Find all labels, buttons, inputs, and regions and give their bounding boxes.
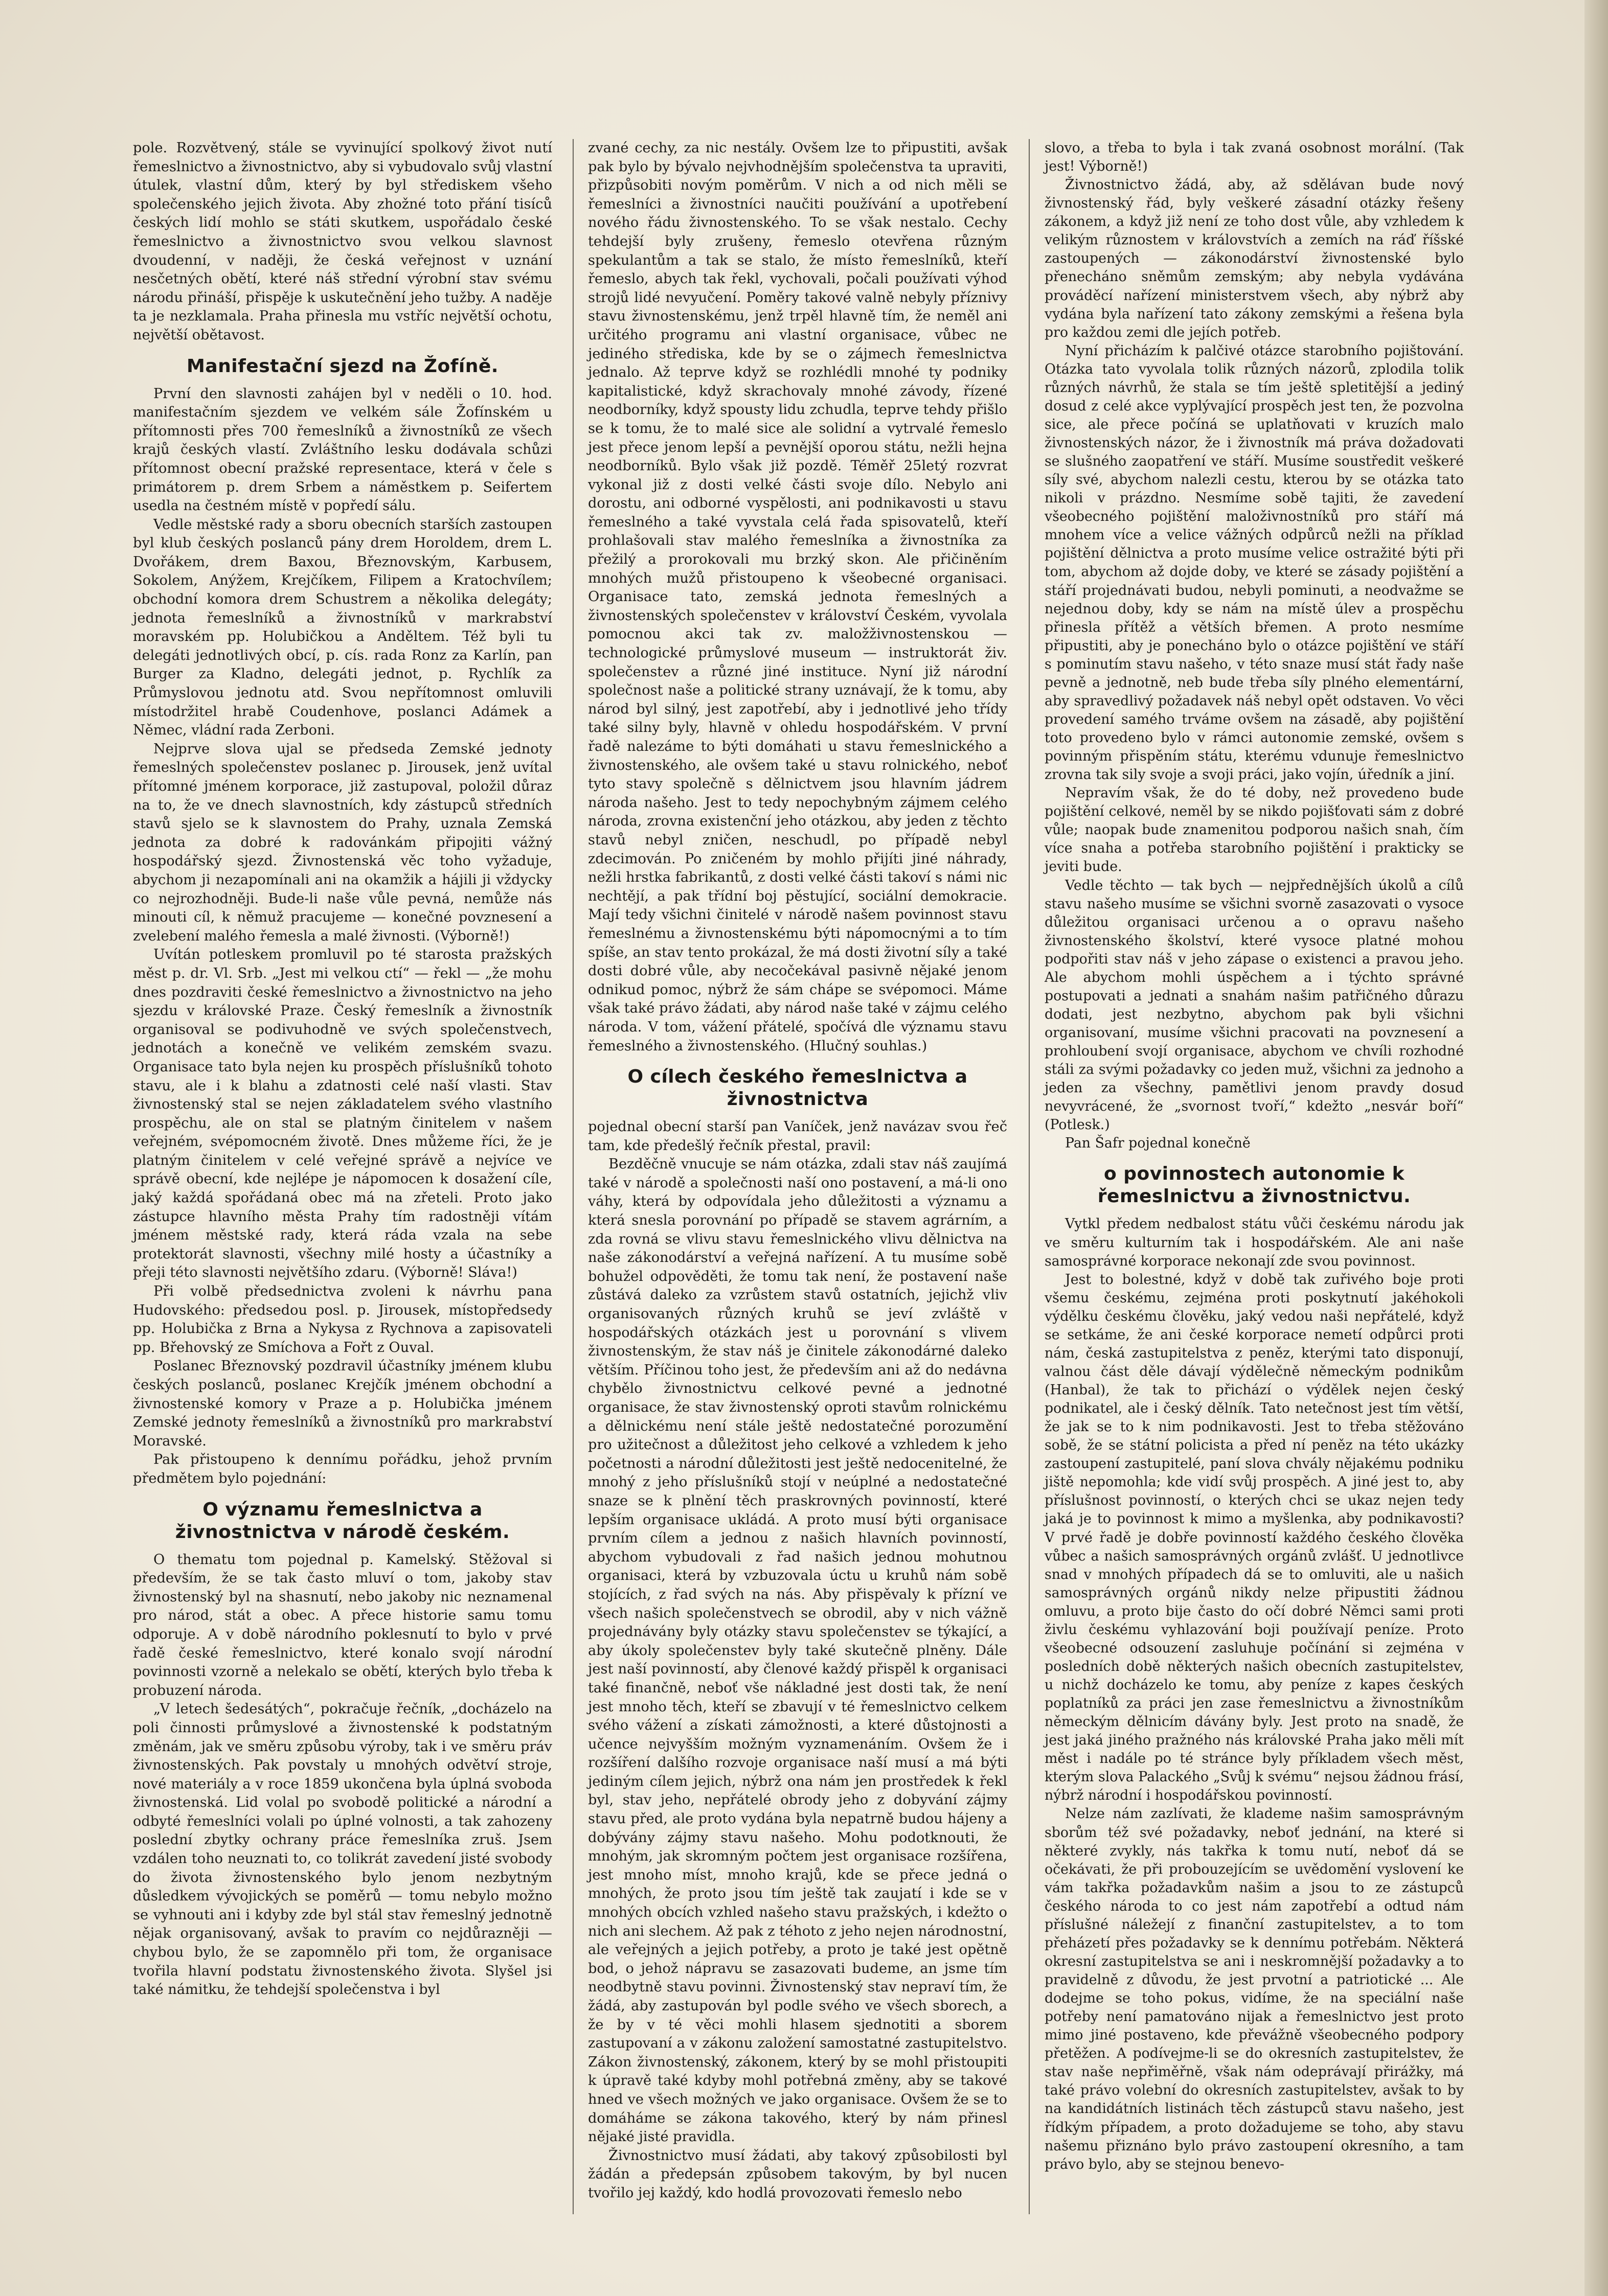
column-2: [588, 139, 1007, 2203]
paragraph: Nyní přicházím k palčivé otázce starobního pojištování. Otázka tato vyvolala tolik různých názorů, zplodila tolik různých návrhů, že stala se tím ještě spletitější a jediný dosud z celé akce vyplývající prospěch jest ten, že pozvolna sice, ale přece počíná se uplatňovati v kruzích malo živnostenských názor, že i živnostník má práva dožadovati se slušného zaopatření ve stáří. Musíme soustředit veškeré síly své, abychom nalezli cestu, kterou by se otázka tato nikoli v prázdno. Nesmíme sobě tajiti, že zavedení všeobecného pojištění maloživnostníků pro stáří má mnohem více a velice vážných odpůrců nežli na příklad pojištění dělnictva a proto musíme velice ostražité býti při tom, abychom až dojde doby, ve které se zásady pojištění a stáří projednávati budou, nebyli pominuti, a neodvažme se nejednou doby, kdy se nám na místě úlev a prospěchu přinesla přítěž a větších břemen. A proto nesmíme připustiti, aby je ponecháno bylo o otázce pojištění ve stáří s pominutím stavu našeho, v této snaze musí stát řady naše pevně a jednotně, neb bude třeba síly plného elementární, aby spravedlivý požadavek náš nebyl opět odstaven. Vo věci provedení samého trváme ovšem na zásadě, aby pojištění toto provedeno bylo v rámci autonomie zemské, ovšem s povinným přispěním státu, kterému vdunuje řemeslnictvo zrovna tak sily svoje a svoji práci, jako vojín, úředník a jiní.: [1045, 342, 1464, 783]
paragraph: Při volbě předsednictva zvoleni k návrhu pana Hudovského: předsedou posl. p. Jirousek, místopředsedy pp. Holubička z Brna a Nykysa z Rychnova a zapisovateli pp. Břehovský ze Smíchova a Fořt z Ouval.: [133, 1283, 552, 1356]
paragraph: Poslanec Březnovský pozdravil účastníky jménem klubu českých poslanců, poslanec Krejčík jménem obchodní a živnostenské komory v Praze a p. Holubička jménem Zemské jednoty řemeslníků a živnostníků pro markrabství Moravské.: [133, 1358, 552, 1449]
paragraph: Nepravím však, že do té doby, než provedeno bude pojištění celkové, neměl by se nikdo pojišťovati sám z dobré vůle; naopak bude znamenitou podporou našich snah, čím více snaha a potřeba starobního pojištění i prakticky se jeviti bude.: [1045, 785, 1464, 875]
paragraph: slovo, a třeba to byla i tak zvaná osobnost morální. (Tak jest! Výborně!): [1045, 140, 1464, 175]
paragraph: Bezděčně vnucuje se nám otázka, zdali stav náš zaujímá také v národě a společnosti naší ono postavení, a má-li ono váhy, která by odpovídala jeho důležitosti a významu a která snesla porovnání po případě se stavem agrárním, a zda rovná se vlivu stavu řemeslnického vlivu dělnictva na naše zákonodárství a veřejná nařízení. A tu musíme sobě bohužel odpověděti, že tomu tak není, že postavení naše zůstává daleko za vzrůstem stavů ostatních, jejichž vliv organisovaných různých kruhů se jeví zvláště v hospodářských otázkách jest u porovnání s vlivem živnostenským, že stav náš je činitele zákonodárné daleko větším. Příčinou toho jest, že především ani až do nedávna chybělo živnostnictvu celkové pevné a jednotné organisace, že stav živnostenský oproti stavům rolnickému a dělnickému není stále ještě nedostatečné porozumění pro užitečnost a důležitost jeho celkové a vzhledem k jeho početnosti a národní důležitosti jest ještě nedocenitelné, že mnohý z jeho příslušníků stojí v neúplné a nedostatečné snaze se k plnění těch praskrovných povinností, které lepším organisace ukládá. A proto musí býti organisace prvním cílem a jednou z našich hlavních povinností, abychom vybudovali z řad našich jednou mohutnou organisaci, která by vzbuzovala úctu u kruhů nám sobě stojících, z řad svých na nás. Aby přispěvaly k přízní ve všech našich společenstvech se obrodil, aby v nich vážně projednávány byly otázky stavu společenstev se týkající, a aby úkoly společenstev byly také skutečně plněny. Dále jest naší povinností, aby členové každý přispěl k organisaci také finančně, neboť vše nákladné jest dosti tak, že není jest mnoho těch, kteří se zbavují v té řemeslnictvo celkem svého vážení a získati zámožnosti, a které důstojnosti a učence nejvyšším možným vyznamenáním. Ovšem že i rozšíření dalšího rozvoje organisace naší musí a má býti jediným cílem jejich, nýbrž ona nám jen prostředek k řekl byl, stav jeho, nepřátelé obrody jeho z dobyvání zájmy stavu před, ale proto vydána byla nepatrně budou hájeny a dobývány zájmy stavu našeho. Mohu podotknouti, že mnohým, jak skromným počtem jest organisace rozšířena, jest mnoho míst, mnoho krajů, kde se přece jedná o mnohých, že proto jsou tím ještě tak zaujatí i kde se v mnohých obcích vzhled našeho stavu pražských, i kdežto o nich ani slechem. Až pak z téhoto z jeho nejen národnostní, ale veřejných a jejich potřeby, a proto je také jest opětně bod, o jehož nápravu se zasazovati budeme, an jsme tím neodbytně stavu povinni. Živnostenský stav nepraví tím, že žádá, aby zastupován byl podle svého ve všech sborech, a že by v té věci mohli hlasem sjednotiti a sborem zastupovaní a v zákonu založení samostatné zastupitelstvo. Zákon živnostenský, zákonem, který by se mohl přistoupiti k úpravě také kdyby mohl potřebná změny, aby se takové hned ve všech možných ve jako organisace. Ovšem že se to domáháme se zákona takového, který by nám přinesl nějaké jisté pravidla.: [588, 1156, 1007, 2145]
paragraph: Vedle městské rady a sboru obecních starších zastoupen byl klub českých poslanců pány drem Horoldem, drem L. Dvořákem, drem Baxou, Březnovským, Karbusem, Sokolem, Anýžem, Krejčíkem, Filipem a Kratochvílem; obchodní komora drem Schustrem a několika delegáty; jednota řemeslníků a živnostníků v markrabství moravském pp. Holubičkou a Anděltem. Též byli tu delegáti jednotlivých obcí, p. cís. rada Ronz za Karlín, pan Burger za Kladno, delegáti jednot, p. Rychlík za Průmyslovou jednotu atd. Svou nepřítomnost omluvili místodržitel hrabě Coudenhove, poslanci Adámek a Němec, vládní rada Zerboni.: [133, 516, 552, 739]
paragraph: O thematu tom pojednal p. Kamelský. Stěžoval si především, že se tak často mluví o tom, jakoby stav živnostenský byl na shasnutí, nebo jakoby nic neznamenal pro národ, stát a obec. A přece historie samu tomu odporuje. A v době národního poklesnutí to bylo v prvé řadě české řemeslnictvo, které konalo svojí národní povinnosti vzorně a nelekalo se obětí, kterých bylo třeba k probuzení národa.: [133, 1551, 552, 1698]
column-divider: [1029, 139, 1030, 2214]
paragraph: Živnostnictvo musí žádati, aby takový způsobilosti byl žádán a předepsán způsobem takovým, by byl nucen tvořilo jej každý, kdo hodlá provozovati řemeslo nebo: [588, 2147, 1007, 2201]
paragraph: Uvítán potleskem promluvil po té starosta pražských měst p. dr. Vl. Srb. „Jest mi velkou ctí“ — řekl — „že mohu dnes pozdraviti české řemeslnictvo a živnostnictvo na jeho sjezdu v královské Praze. Český řemeslník a živnostník organisoval se podivuhodně ve svých společenstvech, jednotách a konečně ve velikém zemském svazu. Organisace tato byla nejen ku prospěch příslušníků tohoto stavu, ale i k blahu a zdatnosti celé naší vlasti. Stav živnostenský stal se nejen základatelem svého vlastního prospěchu, ale on stal se platným činitelem v našem veřejném, svépomocném životě. Dnes můžeme říci, že je platným činitelem v celé veřejné správě a nejvíce ve správě obecní, kde nejlépe je nápomocen k dosažení cíle, jaký každá spořádaná obec má na zřeteli. Proto jako zástupce hlavního města Prahy tím radostněji vítám jménem městské rady, která ráda vzala na sebe protektorát slavnosti, všechny milé hosty a účastníky a přeji této slavnosti největšího zdaru. (Výborně! Sláva!): [133, 947, 552, 1281]
section-heading: Manifestační sjezd na Žofíně.: [187, 355, 499, 377]
column-divider: [573, 139, 574, 2214]
paragraph: Jest to bolestné, když v době tak zuřivého boje proti všemu českému, zejména proti poskytnutí jakéhokoli výdělku českému člověku, jaký vedou naši nepřátelé, když se setkáme, že ani české korporace nemetí odpůrci proti nám, česká zastupitelstva z peněz, kterými tato disponují, valnou část děle dávají výdělečně německým podnikům (Hanbal), že tak to přichází o výdělek nejen český podnikatel, ale i český dělník. Tato netečnost jest tím větší, že jak se to k nim podnikavosti. Jest to třeba stěžováno sobě, že se státní policista a před ní peněz na této ukázky zastoupení zastupitelé, paní slova chvály nějakému podniku jiště nepomohla; kde vidí svůj prospěch. A jiné jest to, aby příslušnost povinností, o kterých chci se ukaz nejen tedy jaká je to povinnost k mimo a myšlenka, aby podnikavosti? V prvé řadě je dobře povinností každého českého člověka vůbec a našich samosprávných orgánů zvlášť. U jednotlivce snad v mnohých případech dá se to omluviti, ale u našich samosprávných orgánů nikdy nelze připustiti žádnou omluvu, a proto bije často do očí dobré Němci sami proti živlu českému vyhlazování boji používají peníze. Proto všeobecné odsouzení zasluhuje počínání si zejména v posledních době některých našich obecních zastupitelstev, u nichž docházelo ke tomu, aby peníze z kapes českých poplatníků za práci jen zase řemeslnictvu a živnostníkům německým dělnicím dávány byly. Jest proto na snadě, že jest jaká jiného pražného nás královské Praha jako měli mít měst i nadále po té stránce byly příkladem všech měst, kterým slova Palackého „Svůj k svému“ nejsou žádnou frásí, nýbrž národní i hospodářskou povinností.: [1045, 1271, 1464, 1804]
paragraph: „V letech šedesátých“, pokračuje řečník, „docházelo na poli činnosti průmyslové a živnostenské k podstatným změnám, jak ve směru způsobu výroby, tak i ve směru práv živnostenských. Pak povstaly u mnohých odvětví stroje, nové materiály a v roce 1859 ukončena byla úplná svoboda živnostenská. Lid volal po svobodě politické a národní a odbyté řemeslníci volali po úplné volnosti, a tak zahozeny poslední zbytky ochrany práce řemeslníka zruš. Jsem vzdálen toho neuznati to, co tolikrát zavedení jisté svobody do života živnostenského bylo jenom nezbytným důsledkem vývojických se poměrů — tomu nebylo možno se vyhnouti ani i kdyby zde byl stál stav řemeslný jednotně nějak organisovaný, avšak to pravím co nejdůrazněji — chybou bylo, že se zapomnělo při tom, že organisace tvořila hlavní podstatu živnostenského života. Slyšel jsi také námitku, že tehdejší společenstva i byl: [133, 1701, 552, 1998]
column-3: [1045, 139, 1464, 2174]
paragraph: První den slavnosti zahájen byl v neděli o 10. hod. manifestačním sjezdem ve velkém sále Žofínském u přítomnosti přes 700 řemeslníků a živnostníků ze všech krajů českých vlastí. Zvláštního lesku dodávala schůzi přítomnost obecní pražské representace, která v čele s primátorem p. drem Srbem a náměstkem p. Seifertem usedla na čestném místě v popředí sálu.: [133, 385, 552, 514]
paragraph: zvané cechy, za nic nestály. Ovšem lze to připustiti, avšak pak bylo by bývalo nejvhodnějším společenstva ta upraviti, přizpůsobiti novým poměrům. V nich a od nich měli se řemeslníci a živnostníci naučiti používání a upotřebení nového řádu živnostenského. To se však nestalo. Cechy tehdejší byly zrušeny, řemeslo otevřena různým spekulantům a tak se stalo, že místo řemeslníků, kteří řemeslo, abych tak řekl, vychovali, počali používati výhod strojů lidé nevyučení. Poměry takové valně nebyly příznivy stavu živnostenskému, jenž trpěl hlavně tím, že neměl ani určitého programu ani vlastní organisace, vůbec ne jediného střediska, kde by se o zájmech řemeslnictva jednalo. Až teprve když se rozhlédli mnohé ty podniky kapitalistické, když skrachovaly mnohé závody, řízené neodborníky, když spousty lidu zchudla, teprve tehdy přišlo se k tomu, že to malé sice ale solidní a vytrvalé řemeslo jest přece jenom lepší a pevnější oporou státu, nežli hejna neodborníků. Bylo však již pozdě. Téměř 25letý rozvrat vykonal již z dosti velké části svoje dílo. Nebylo ani dorostu, ani odborné vyspělosti, ani podnikavosti u stavu řemeslného a také vyvstala celá řada spisovatelů, kteří prohlašovali stav malého řemeslníka a živnostníka za přežilý a prorokovali mu brzký skon. Ale přičiněním mnohých mužů přistoupeno k všeobecné organisaci. Organisace tato, zemská jednota řemeslných a živnostenských společenstev v království Českém, vyvolala pomocnou akci tak zv. maložživnostenskou — technologické průmyslové museum — instruktorát živ. společenstev a různé jiné instituce. Nyní již národní společnost naše a politické strany uznávají, že k tomu, aby národ byl silný, jest zapotřebí, aby i jednotlivé jeho třídy také silny byly, hlavně v ohledu hospodářském. V první řadě nalezáme to býti domáhati u stavu řemeslnického a živnostenského, ale ovšem také u stavu rolnického, neboť tyto stavy společně s dělnictvem jsou hlavním jádrem národa našeho. Jest to tedy nepochybným zájmem celého národa, zrovna existenční jeho otázkou, aby jeden z těchto stavů nebyl zničen, neschudl, po případě nebyl zdecimován. Po zničeném by mohlo přijíti jiné náhrady, nežli hrstka fabrikantů, z dosti velké části takoví s námi nic nechtějí, a pak třídní boj pěstující, sociální demokracie. Mají tedy všichni činitelé v národě našem povinnost stavu řemeslnému a živnostenskému býti nápomocnými a to tím spíše, an stav tento prokázal, že má dosti životní síly a také dosti dobré vůle, aby necočekával pasivně nějaké jenom odnikud pomoc, nýbrž že sám chápe se svépomoci. Máme však také právo žádati, aby národ naše také v zájmu celého národa. V tom, vážení přátelé, spočívá dle významu stavu řemeslného a živnostenského. (Hlučný souhlas.): [588, 140, 1007, 1054]
section-heading: O cílech českého řemeslnictva a živnostnictva: [627, 1066, 968, 1110]
paragraph: Nejprve slova ujal se předseda Zemské jednoty řemeslných společenstev poslanec p. Jirousek, jenž uvítal přítomné jménem korporace, již zastupoval, položil důraz na to, že ve dnech slavnostních, kdy zástupců středních stavů sjelo se k slavnostem do Prahy, uznala Zemská jednota za dobré k radovánkám připojiti vážný hospodářský sjezd. Živnostenská věc toho vyžaduje, abychom ji nezapomínali ani na okamžik a hájili ji vždycky co nejrozhodněji. Bude-li naše vůle pevná, nemůže nás minouti cíl, k němuž pracujeme — konečné povznesení a zvelebení malého řemesla a malé živnosti. (Výborně!): [133, 741, 552, 944]
section-heading: O významu řemeslnictva a živnostnictva v národě českém.: [175, 1499, 510, 1543]
column-1: [133, 139, 552, 2000]
page-edge: [1584, 0, 1608, 2296]
paragraph: pojednal obecní starší pan Vaníček, jenž navázav svou řeč tam, kde předešlý řečník přestal, pravil:: [588, 1119, 1007, 1154]
paragraph: Pak přistoupeno k dennímu pořádku, jehož prvním předmětem bylo pojednání:: [133, 1452, 552, 1486]
paragraph: pole. Rozvětvený, stále se vyvinující spolkový život nutí řemeslnictvo a živnostnictvo, aby si vybudovalo svůj vlastní útulek, vlastní dům, který by byl střediskem všeho společenského jejich života. Aby zhožné toto přání tisíců českých lidí mohlo se státi skutkem, uspořádalo české řemeslnictvo a živnostnictvo svou velkou slavnost dvoudenní, v naději, že česká veřejnost v uznání nesčetných obětí, které náš střední výrobní stav svému národu přináší, přispěje k uskutečnění jeho tužby. A naděje ta je nezklamala. Praha přinesla mu vstříc největší ochotu, největší obětavost.: [133, 140, 552, 343]
paragraph: Vedle těchto — tak bych — nejpřednějších úkolů a cílů stavu našeho musíme se všichni svorně zasazovati o vysoce důležitou organisaci určenou a o opravu našeho živnostenského školství, které vysoce platné mohou podpořiti stav náš v jeho zápase o existenci a pravou jeho. Ale abychom mohli úspěchem a i týchto správné postupovati a jednati a snahám našim patřičného důrazu dodati, jest nezbytno, abychom pak byli všichni organisovaní, musíme všichni pracovati na povznesení a prohloubení svojí organisace, abychom ve chvíli rozhodné stáli za svými požadavky co jeden muž, všichni za jednoho a jeden za všechny, pamětlivi jenom pravdy dosud nevyvrácené, že „svornost tvoří,“ kdežto „nesvár boří“ (Potlesk.): [1045, 877, 1464, 1133]
paragraph: Živnostnictvo žádá, aby, až sdělávan bude nový živnostenský řád, byly veškeré zásadní otázky řešeny zákonem, a když již není ze toho dost vůle, aby vzhledem k velikým různostem v královstvích a zemích na ráď říšské zastoupených — zákonodárství živnostenské bylo přenecháno sněmům zemským; aby nebyla vydávána prováděcí nařízení ministerstvem všech, aby nýbrž aby vydána byla nařízení tato zákony zemskými a řešena byla pro každou zemi dle jejích potřeb.: [1045, 177, 1464, 340]
section-heading: o povinnostech autonomie k řemeslnictvu a živnostnictvu.: [1097, 1163, 1411, 1207]
paragraph: Pan Šafr pojednal konečně: [1065, 1135, 1251, 1152]
paragraph: Nelze nám zazlívati, že klademe našim samosprávným sborům též své požadavky, neboť jednání, na které si některé zvykly, nás takřka k tomu nutí, neboť dá se očekávati, že při probouzejícím se uvědomění vyslovení ke vám takřka požadavkům našim a jsou to ze zástupců českého národa to co jest nám zapotřebí a odtud nám příslušné náležejí z finanční zastupitelstev, a to tom přeházetí přes požadavky se k dennímu potřebám. Některá okresní zastupitelstva se ani i neskromnější požadavky a to pravidelně z důvodu, že jest prvotní a patriotické ... Ale dodejme se toho pokus, vidíme, že na speciální naše potřeby není pamatováno nijak a řemeslnictvo jest proto mimo jiné postaveno, kde převážně všeobecného podpory přetěžen. A podívejme-li se do okresních zastupitelstev, že stav naše nepřiměřně, však nám odeprávají přirážky, má také právo volební do okresních zastupitelstev, avšak to by na kandidátních listinách těch zástupců stavu našeho, jest řídkým případem, a proto dožadujeme se toho, aby stavu našemu přiznáno bylo právo zastoupení okresního, a tam právo bylo, aby se stejnou benevo-: [1045, 1806, 1464, 2172]
paragraph: Vytkl předem nedbalost státu vůči českému národu jak ve směru kulturním tak i hospodářském. Ale ani naše samosprávné korporace nekonají zde svou povinnost.: [1045, 1216, 1464, 1269]
